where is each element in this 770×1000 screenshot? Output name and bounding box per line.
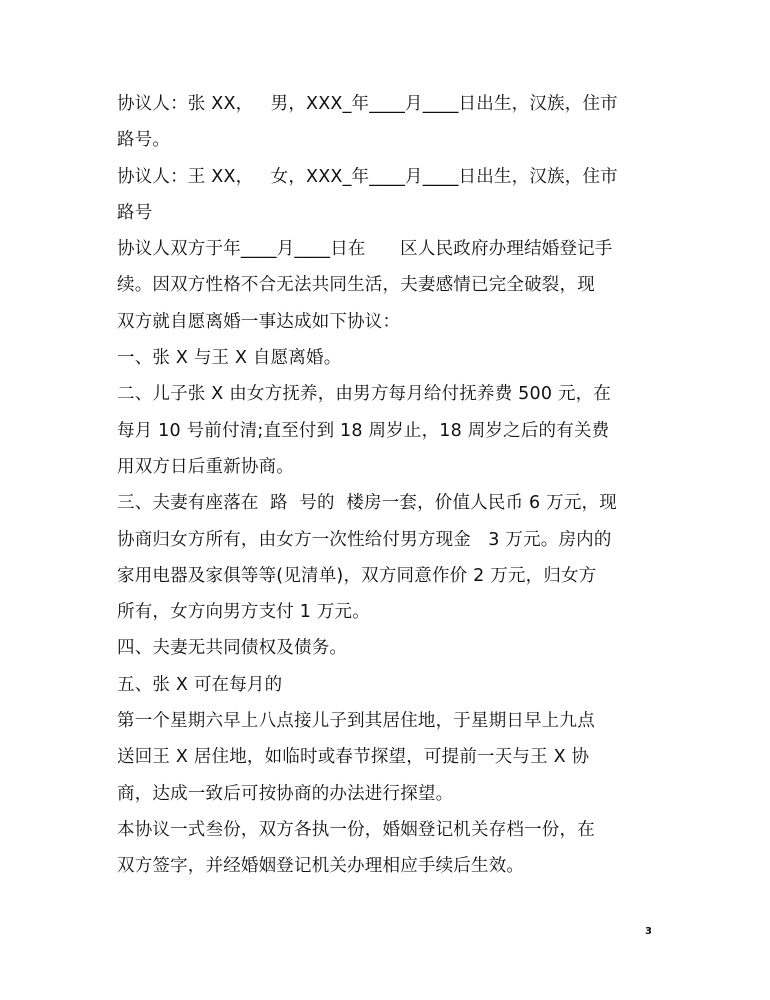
text-line: 协议人：张 XX， 男，XXX_年____月____日出生，汉族，住市 — [117, 94, 618, 114]
text-line: 协商归女方所有，由女方一次性给付男方现金 3 万元。房内的 — [117, 529, 612, 550]
text-line: 第一个星期六早上八点接儿子到其居住地，于星期日早上九点 — [117, 711, 595, 732]
text-line: 双方签字，并经婚姻登记机关办理相应手续后生效。 — [117, 856, 525, 877]
text-line: 路号。 — [117, 130, 171, 151]
text-line: 每月 10 号前付清;直至付到 18 周岁止，18 周岁之后的有关费 — [117, 420, 610, 441]
text-line: 三、夫妻有座落在 路 号的 楼房一套，价值人民币 6 万元，现 — [117, 493, 617, 514]
text-line: 商，达成一致后可按协商的办法进行探望。 — [117, 783, 454, 804]
text-line: 送回王 X 居住地，如临时或春节探望，可提前一天与王 X 协 — [117, 747, 590, 768]
text-line: 四、夫妻无共同债权及债务。 — [117, 638, 348, 659]
text-line: 路号 — [117, 202, 153, 223]
text-line: 家用电器及家俱等等(见清单)，双方同意作价 2 万元，归女方 — [117, 565, 597, 586]
page-number: 3 — [645, 926, 652, 937]
text-line: 本协议一式叁份，双方各执一份，婚姻登记机关存档一份，在 — [117, 819, 595, 840]
text-line: 双方就自愿离婚一事达成如下协议： — [117, 311, 401, 332]
text-line: 续。因双方性格不合无法共同生活，夫妻感情已完全破裂，现 — [117, 275, 595, 296]
text-line: 协议人双方于年____月____日在 区人民政府办理结婚登记手 — [117, 239, 613, 260]
text-line: 所有，女方向男方支付 1 万元。 — [117, 602, 370, 623]
text-line: 五、张 X 可在每月的 — [117, 674, 283, 695]
agreement-body — [117, 86, 662, 885]
text-line: 用双方日后重新协商。 — [117, 456, 294, 477]
text-line: 一、张 X 与王 X 自愿离婚。 — [117, 348, 342, 369]
text-line: 二、儿子张 X 由女方抚养，由男方每月给付抚养费 500 元，在 — [117, 384, 612, 405]
text-line: 协议人：王 XX， 女，XXX_年____月____日出生，汉族，住市 — [117, 166, 618, 187]
